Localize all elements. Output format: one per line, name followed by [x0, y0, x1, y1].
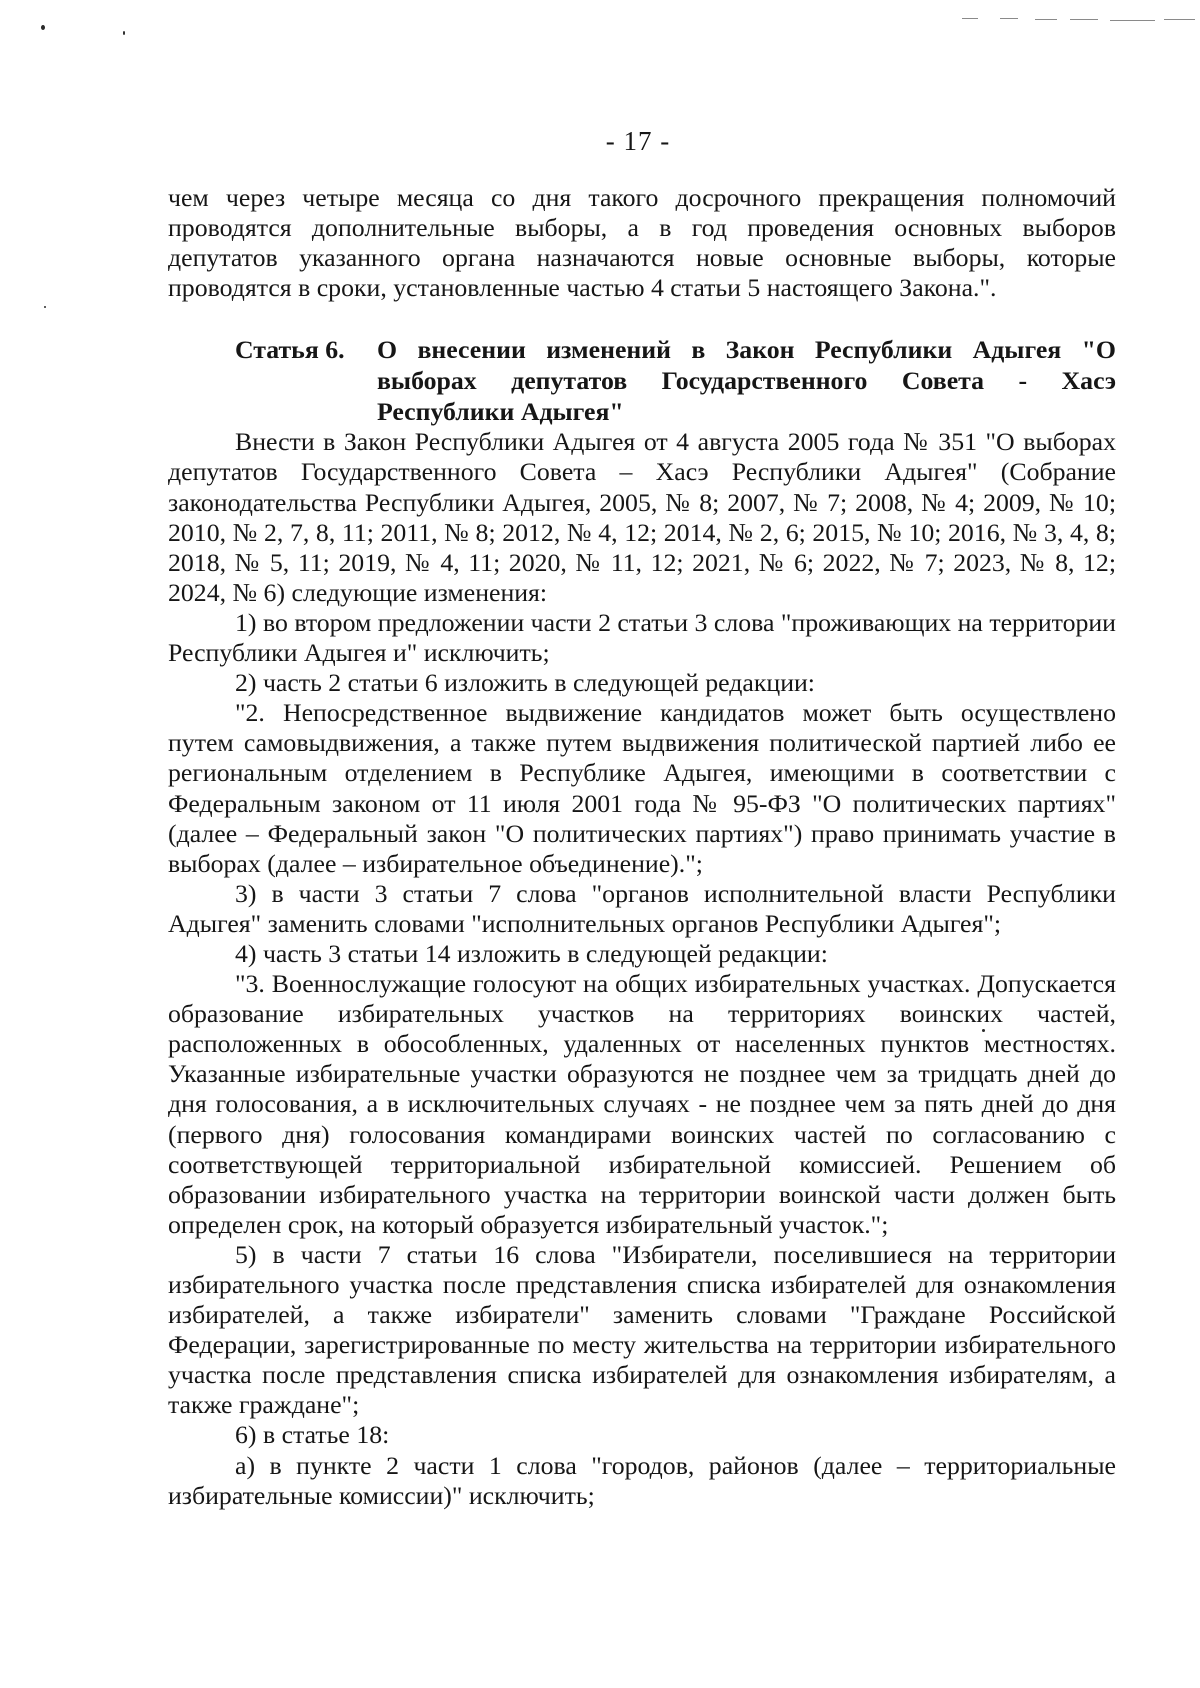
- amendment-item: 2) часть 2 статьи 6 изложить в следующей редакции:: [235, 668, 815, 698]
- scan-artifact-dot: [44, 306, 46, 308]
- scan-artifact-line: [1035, 19, 1057, 20]
- page-number: - 17 -: [605, 126, 671, 156]
- scan-artifact-line: [962, 18, 978, 19]
- quoted-amendment-text: "2. Непосредственное выдвижение кандидатов может быть осуществлено путем самовыдвижения, а также путем выдвижения политической партией либо ее региональным отделением в Республике Адыгея, имеющими в соответствии с Федеральным законом от 11 июля 2001 года № 95-ФЗ "О политических партиях" (далее – Федеральный закон "О политических партиях") право принимать участие в выборах (далее – избирательное объединение).";: [168, 698, 1116, 878]
- scan-artifact-line: [1164, 19, 1195, 20]
- scan-artifact-line: [1110, 20, 1155, 21]
- article-paragraph: Внести в Закон Республики Адыгея от 4 августа 2005 года № 351 "О выборах депутатов Государственного Совета – Хасэ Республики Адыгея" (Собрание законодательства Республики Адыгея, 2005, № 8; 2007, № 7; 2008, № 4; 2009, № 10; 2010, № 2, 7, 8, 11; 2011, № 8; 2012, № 4, 12; 2014, № 2, 6; 2015, № 10; 2016, № 3, 4, 8; 2018, № 5, 11; 2019, № 4, 11; 2020, № 11, 12; 2021, № 6; 2022, № 7; 2023, № 8, 12; 2024, № 6) следующие изменения:: [168, 427, 1116, 607]
- amendment-item: 5) в части 7 статьи 16 слова "Избиратели, поселившиеся на территории избирательного участка после представления списка избирателей для ознакомления избирателей, а также избиратели" заменить словами "Граждане Российской Федерации, зарегистрированные по месту жительства на территории избирательного участка после представления списка избирателей для ознакомления избирателям, а также граждане";: [168, 1239, 1116, 1420]
- amendment-item: 6) в статье 18:: [235, 1420, 390, 1450]
- amendment-item: 4) часть 3 статьи 14 изложить в следующей редакции:: [235, 938, 828, 968]
- amendment-item: 1) во втором предложении части 2 статьи 3 слова "проживающих на территории Республики Адыгея и" исключить;: [168, 607, 1116, 668]
- article-heading: [168, 334, 1116, 427]
- article-label: Статья 6.: [235, 335, 345, 365]
- continuation-paragraph: чем через четыре месяца со дня такого досрочного прекращения полномочий проводятся дополнительные выборы, а в год проведения основных выборов депутатов указанного органа назначаются новые основные выборы, которые проводятся в сроки, установленные частью 4 статьи 5 настоящего Закона.".: [168, 183, 1116, 303]
- document-body: [168, 183, 1116, 1511]
- amendment-subitem: а) в пункте 2 части 1 слова "городов, районов (далее – территориальные избирательные комиссии)" исключить;: [168, 1450, 1116, 1510]
- scan-artifact-line: [1070, 19, 1098, 20]
- scan-artifact-dot: [41, 25, 45, 30]
- quoted-amendment-text: "3. Военнослужащие голосуют на общих избирательных участках. Допускается образование избирательных участков на территориях воинских частей, расположенных в обособленных, удаленных от населенных пунктов местностях. Указанные избирательные участки образуются не позднее чем за тридцать дней до дня голосования, а в исключительных случаях - не позднее чем за пять дней до дня (первого дня) голосования командирами воинских частей по согласованию с соответствующей территориальной избирательной комиссией. Решением об образовании избирательного участка на территории воинской части должен быть определен срок, на который образуется избирательный участок.";: [168, 969, 1116, 1239]
- scan-artifact-dot: [123, 31, 125, 35]
- amendment-item: 3) в части 3 статьи 7 слова "органов исполнительной власти Республики Адыгея" заменить словами "исполнительных органов Республики Адыгея";: [168, 878, 1116, 938]
- scan-artifact-line: [1000, 18, 1018, 19]
- article-title: О внесении изменений в Закон Республики Адыгея "О выборах депутатов Государственного Совета - Хасэ Республики Адыгея": [377, 335, 1116, 427]
